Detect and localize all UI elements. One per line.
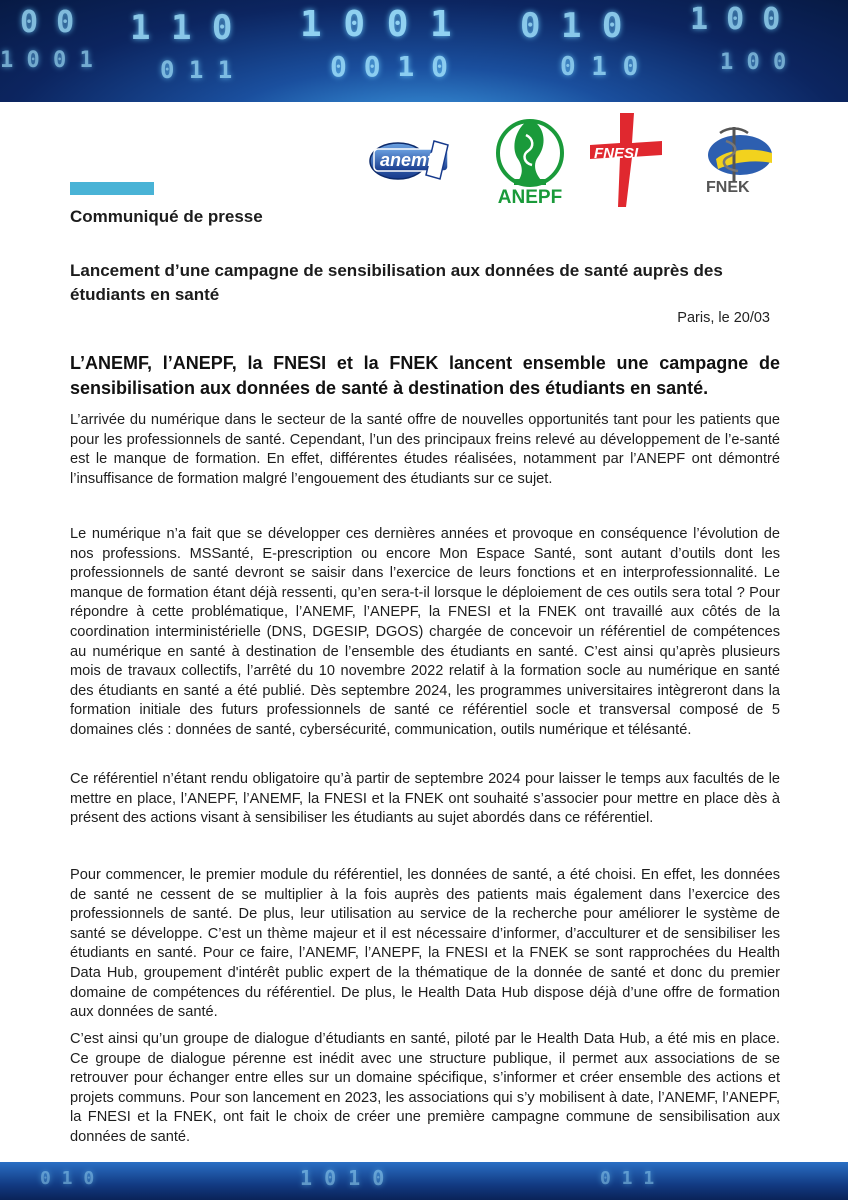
fnek-logo [694,123,778,201]
fnesi-logo [590,113,662,207]
document-title: Lancement d’une campagne de sensibilisation aux données de santé auprès des étudiants en santé [70,261,723,304]
footer-banner [0,1162,848,1200]
body-paragraph-1: L’arrivée du numérique dans le secteur de la santé offre de nouvelles opportunités tant pour les patients que pour les professionnels de santé. Cependant, l’un des principaux freins relevé au développement de l’e-santé est le manque de formation. En effet, différentes études réalisées, notamment par l’ANEPF ont démontré l’insuffisance de formation malgré l’engouement des étudiants sur ce sujet. [70,412,780,487]
binary-decoration: 0 0 [20,5,75,40]
anemf-logo [368,137,454,183]
binary-decoration: 1 0 0 1 [0,48,93,73]
anemf-logo-text: anemf [380,150,434,170]
fnesi-logo-text: FNESI [594,145,639,162]
binary-decoration: 1 0 0 1 [300,4,452,45]
binary-decoration: 1 1 0 [130,8,233,48]
binary-decoration: 1 0 0 [720,50,787,75]
body-paragraph-3: Ce référentiel n’étant rendu obligatoire qu’à partir de septembre 2024 pour laisser le temps aux facultés de le mettre en place, l’ANEPF, l’ANEMF, la FNESI et la FNEK ont souhaité s’associer pour mettre en place dès à présent des actions visant à sensibiliser les étudiants au sujet abordés dans ce référentiel. [70,771,780,827]
header-banner [0,0,848,102]
dateline: Paris, le 20/03 [677,310,770,326]
binary-decoration: 0 1 0 [520,6,623,46]
binary-decoration: 0 1 0 [40,1168,95,1189]
binary-decoration: 0 1 0 [560,52,639,82]
binary-decoration: 0 1 1 [600,1168,655,1189]
anepf-logo-text: ANEPF [497,187,563,208]
lead-paragraph: L’ANEMF, l’ANEPF, la FNESI et la FNEK lancent ensemble une campagne de sensibilisation aux données de santé à destination des étudiants en santé. [70,353,780,398]
binary-decoration: 1 0 0 [690,2,781,37]
document-label: Communiqué de presse [70,207,263,226]
binary-decoration: 1 0 1 0 [300,1166,385,1190]
anepf-logo [486,113,574,213]
body-paragraph-2: Le numérique n’a fait que se développer ces dernières années et provoque en conséquence l’évolution de nos professions. MSSanté, E-prescription ou encore Mon Espace Santé, sont autant d’outils dont les professionnels de santé devront se saisir dans l’exercice de leurs fonctions et en interprofessionnalité. Le manque de formation étant déjà ressenti, qu’en sera-t-il lorsque le déploiement de ces outils sera total ? Pour répondre à cette problématique, l’ANEMF, l’ANEPF, la FNESI et la FNEK ont travaillé aux côtés de la coordination interministérielle (DNS, DGESIP, DGOS) chargée de concevoir un référentiel de compétences au numérique en santé à destination de l’ensemble des étudiants en santé. C’est ainsi qu’après plusieurs mois de travaux collectifs, l’arrêté du 10 novembre 2022 relatif à la formation socle au numérique en santé des étudiants en santé a été publié. Dès septembre 2024, les programmes universitaires intègreront dans la formation initiale des futurs professionnels de santé ce référentiel socle et transversal composé de 5 domaines clés : données de santé, cybersécurité, communication, outils numérique et télésanté. [70,526,780,738]
body-paragraph-4: Pour commencer, le premier module du référentiel, les données de santé, a été choisi. En effet, les données de santé ne cessent de se multiplier à la fois auprès des patients mais également dans l’exercice des professionnels de santé. De plus, leur utilisation au service de la recherche pour améliorer le système de santé se développe. C’est un thème majeur et il est nécessaire d’informer, d’acculturer et de sensibiliser les étudiants en santé. Pour ce faire, l’ANEMF, l’ANEPF, la FNESI et la FNEK se sont rapprochées du Health Data Hub, groupement d'intérêt public expert de la thématique de la donnée de santé et donc du premier domaine de compétences du référentiel. De plus, le Health Data Hub dispose déjà d’une offre de formation aux données de santé. [70,867,780,1021]
body-paragraph-5: C’est ainsi qu’un groupe de dialogue d’étudiants en santé, piloté par le Health Data Hub, a été mis en place. Ce groupe de dialogue pérenne est inédit avec une structure publique, il permet aux associations de se retrouver pour échanger entre elles sur un domaine spécifique, s’informer et créer ensemble des actions et projets communs. Pour son lancement en 2023, les associations qui s’y mobilisent à date, l’ANEMF, l’ANEPF, la FNESI et la FNEK, ont fait le choix de créer une première campagne commune de sensibilisation aux données de santé. [70,1031,780,1145]
binary-decoration: 0 0 1 0 [330,50,449,83]
accent-bar [70,182,154,195]
binary-decoration: 0 1 1 [160,56,233,84]
fnek-logo-text: FNEK [706,179,750,196]
